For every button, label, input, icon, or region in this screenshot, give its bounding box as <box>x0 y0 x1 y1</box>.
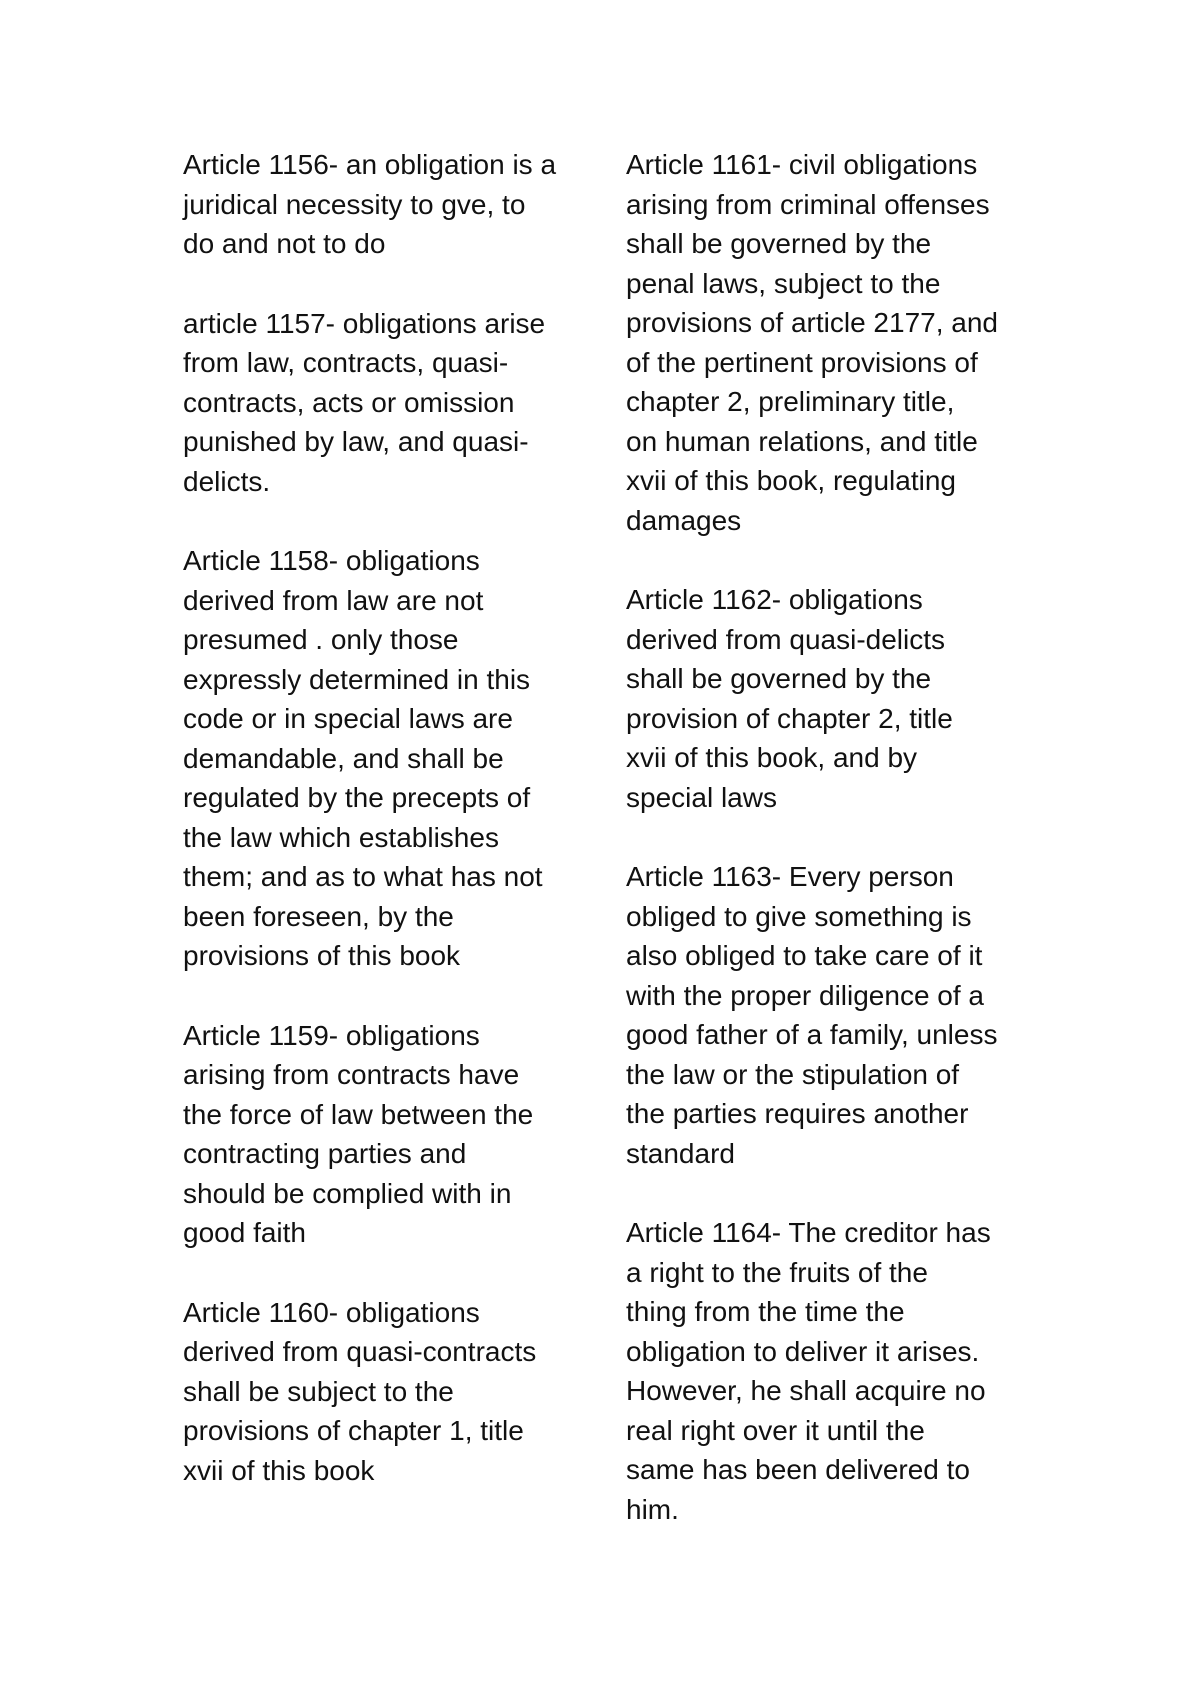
article-1163-paragraph: Article 1163- Every person obliged to give something is also obliged to take care of it with the proper diligence of a good father of a family, unless the law or the stipulation of the parties requires another standard <box>626 861 998 1169</box>
article-1158-paragraph: Article 1158- obligations derived from law are not presumed . only those expressly determined in this code or in special laws are demandable, and shall be regulated by the precepts of the law which establishes them; and as to what has not been foreseen, by the provisions of this book <box>183 545 543 971</box>
article-1161-paragraph: Article 1161- civil obligations arising from criminal offenses shall be governed by the penal laws, subject to the provisions of article 2177, and of the pertinent provisions of chapter 2, preliminary title, on human relations, and title xvii of this book, regulating damages <box>626 149 998 536</box>
article-1162-paragraph: Article 1162- obligations derived from quasi-delicts shall be governed by the provision of chapter 2, title xvii of this book, and by special laws <box>626 584 953 813</box>
article-1156-paragraph: Article 1156- an obligation is a juridical necessity to gve, to do and not to do <box>183 149 557 259</box>
article-1159-paragraph: Article 1159- obligations arising from contracts have the force of law between the contracting parties and should be complied with in good faith <box>183 1019 534 1248</box>
article-1160-paragraph: Article 1160- obligations derived from quasi-contracts shall be subject to the provisions of chapter 1, title xvii of this book <box>183 1296 537 1486</box>
left-column <box>183 145 603 1530</box>
right-column <box>626 145 1046 1569</box>
article-1157-paragraph: article 1157- obligations arise from law, contracts, quasi- contracts, acts or omission punished by law, and quasi- delicts. <box>183 307 546 497</box>
article-1164-paragraph: Article 1164- The creditor has a right to the fruits of the thing from the time the obligation to deliver it arises. However, he shall acquire no real right over it until the same has been delivered to him. <box>626 1217 991 1525</box>
